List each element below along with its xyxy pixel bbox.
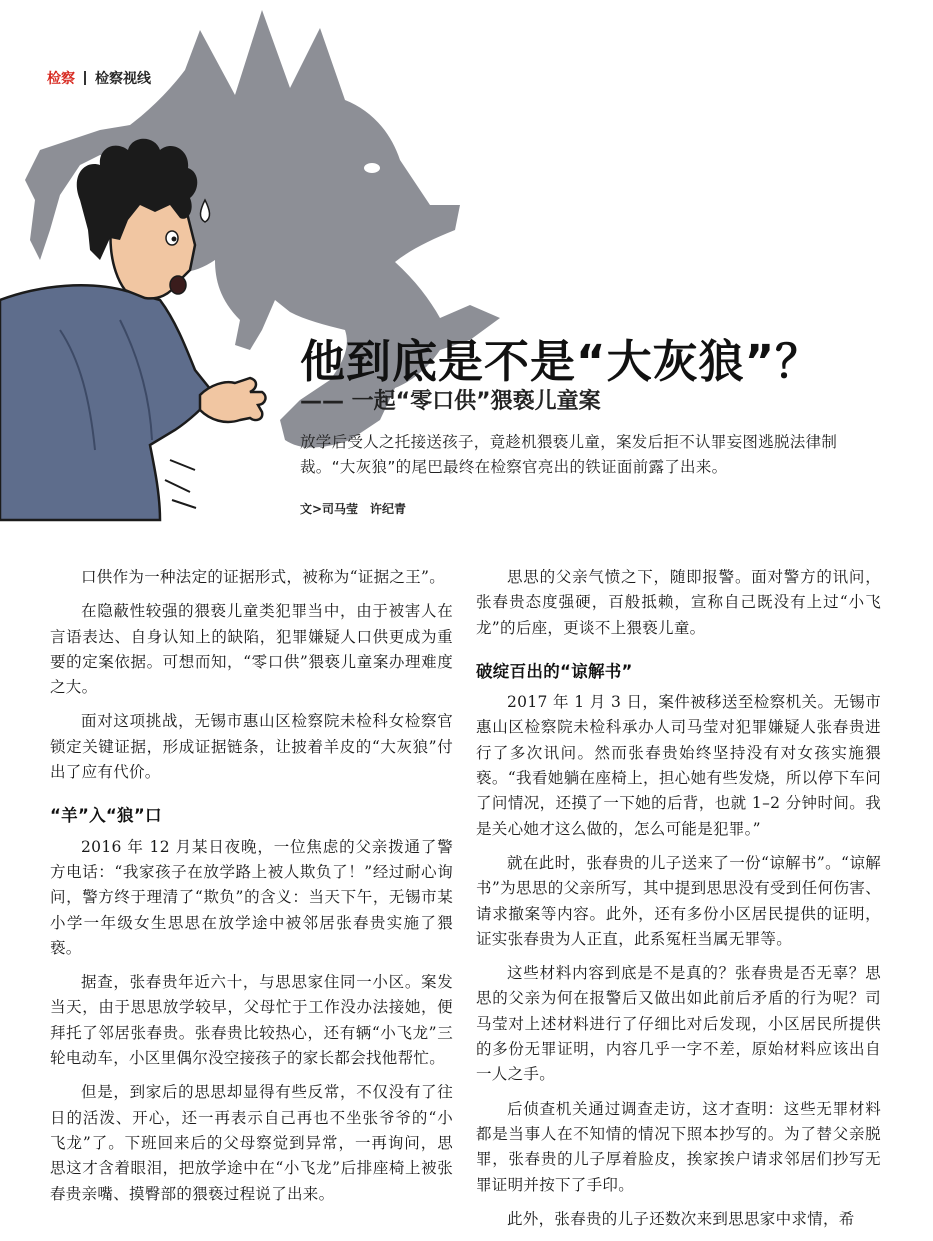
section-heading: 破绽百出的“谅解书”	[476, 661, 633, 681]
body-paragraph: 这些材料内容到底是不是真的？张春贵是否无辜？思思的父亲为何在报警后又做出如此前后矛盾的行为呢？司马莹对上述材料进行了仔细比对后发现，小区居民所提供的多份无罪证明，内容几乎一字不差，原始材料应该出自一人之手。	[476, 964, 881, 1084]
wolf-eye	[364, 163, 380, 173]
body-column-right	[476, 565, 881, 1241]
section-main-label: 检察	[47, 71, 75, 87]
body-paragraph: 后侦查机关通过调查走访，这才查明：这些无罪材料都是当事人在不知情的情况下照本抄写的。为了替父亲脱罪，张春贵的儿子厚着脸皮，挨家挨户请求邻居们抄写无罪证明并按下了手印。	[476, 1099, 881, 1194]
body-paragraph: 2016 年 12 月某日夜晚，一位焦虑的父亲拨通了警方电话：“我家孩子在放学路上被人欺负了！”经过耐心询问，警方终于理清了“欺负”的含义：当天下午，无锡市某小学一年级女生思思在放学途中被邻居张春贵实施了猥亵。	[50, 837, 453, 957]
body-paragraph: 口供作为一种法定的证据形式，被称为“证据之王”。	[81, 568, 446, 586]
article-byline: 文>司马莹 许纪青	[300, 502, 407, 516]
man-jacket	[0, 285, 215, 520]
article-title: 他到底是不是“大灰狼”？	[300, 335, 822, 388]
section-divider	[84, 71, 86, 85]
body-paragraph: 此外，张春贵的儿子还数次来到思思家中求情，希	[507, 1209, 855, 1228]
body-paragraph: 就在此时，张春贵的儿子送来了一份“谅解书”。“谅解书”为思思的父亲所写，其中提到思思没有受到任何伤害、请求撤案等内容。此外，还有多份小区居民提供的证明，证实张春贵为人正直，此系冤枉当属无罪等。	[476, 853, 881, 948]
body-paragraph: 2017 年 1 月 3 日，案件被移送至检察机关。无锡市惠山区检察院未检科承办人司马莹对犯罪嫌疑人张春贵进行了多次讯问。然而张春贵始终坚持没有对女孩实施猥亵。“我看她躺在座椅上，担心她有些发烧，所以停下车问了问情况，还摸了一下她的后背，也就 1–2 分钟时间。我是关心她才这么做的，怎么可能是犯罪。”	[476, 693, 881, 838]
section-heading: “羊”入“狼”口	[50, 806, 162, 826]
section-sub-label: 检察视线	[95, 71, 151, 87]
section-tag	[47, 68, 151, 88]
body-paragraph: 据查，张春贵年近六十，与思思家住同一小区。案发当天，由于思思放学较早，父母忙于工作没办法接她，便拜托了邻居张春贵。张春贵比较热心，还有辆“小飞龙”三轮电动车，小区里偶尔没空接孩子的家长都会找他帮忙。	[50, 973, 453, 1068]
body-paragraph: 但是，到家后的思思却显得有些反常，不仅没有了往日的活泼、开心，还一再表示自己再也不坐张爷爷的“小飞龙”了。下班回来后的父母察觉到异常，一再询问，思思这才含着眼泪，把放学途中在“小飞龙”后排座椅上被张春贵亲嘴、摸臀部的猥亵过程说了出来。	[50, 1083, 453, 1203]
wolf-teeth	[410, 262, 438, 276]
body-paragraph: 在隐蔽性较强的猥亵儿童类犯罪当中，由于被害人在言语表达、自身认知上的缺陷，犯罪嫌疑人口供更成为重要的定案依据。可想而知，“零口供”猥亵儿童案办理难度之大。	[50, 602, 453, 697]
article-summary: 放学后受人之托接送孩子，竟趁机猥亵儿童，案发后拒不认罪妄图逃脱法律制裁。“大灰狼”的尾巴最终在检察官亮出的铁证面前露了出来。	[300, 433, 838, 476]
article-subtitle: —— 一起“零口供”猥亵儿童案	[300, 389, 601, 414]
body-paragraph: 面对这项挑战，无锡市惠山区检察院未检科女检察官锁定关键证据，形成证据链条，让披着羊皮的“大灰狼”付出了应有代价。	[50, 712, 453, 782]
man-hand	[200, 378, 265, 422]
body-paragraph: 思思的父亲气愤之下，随即报警。面对警方的讯问，张春贵态度强硬，百般抵赖，宣称自己既没有上过“小飞龙”的后座，更谈不上猥亵儿童。	[476, 568, 881, 637]
body-column-left	[50, 565, 453, 1216]
